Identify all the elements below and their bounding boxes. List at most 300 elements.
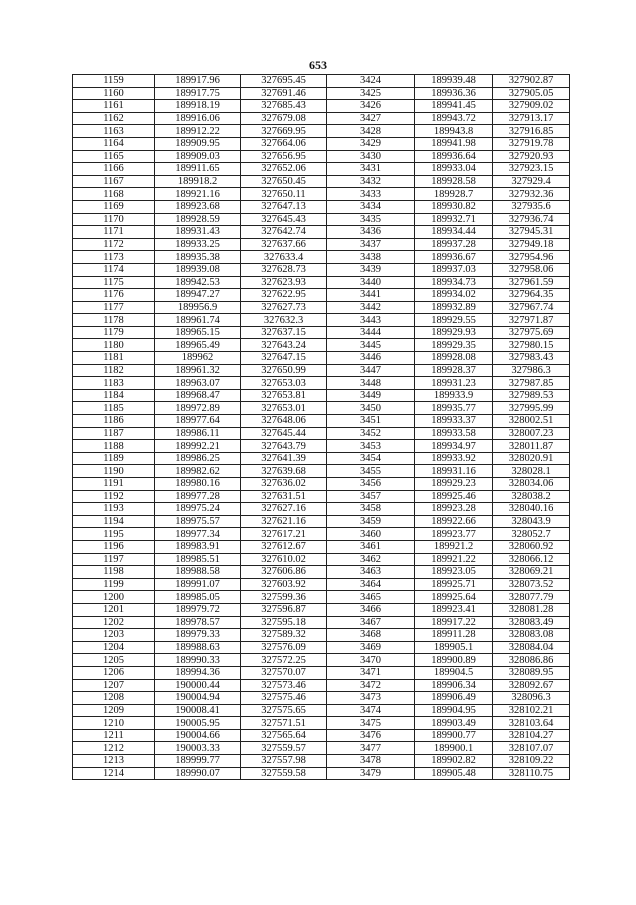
table-row — [73, 251, 570, 264]
y-coordinate-right-cell: 328083.49 — [493, 616, 570, 629]
point-number-left-cell: 1198 — [73, 566, 155, 579]
point-number-left-cell: 1210 — [73, 717, 155, 730]
x-coordinate-right-cell: 189923.28 — [415, 503, 493, 516]
x-coordinate-right-cell: 189931.23 — [415, 377, 493, 390]
x-coordinate-left-cell: 189933.25 — [155, 238, 241, 251]
table-row — [73, 125, 570, 138]
point-number-left-cell: 1171 — [73, 226, 155, 239]
x-coordinate-left-cell: 189956.9 — [155, 301, 241, 314]
y-coordinate-right-cell: 328069.21 — [493, 566, 570, 579]
y-coordinate-right-cell: 328089.95 — [493, 666, 570, 679]
point-number-right-cell: 3457 — [327, 490, 415, 503]
y-coordinate-left-cell: 327557.98 — [241, 755, 327, 768]
x-coordinate-left-cell: 189999.77 — [155, 755, 241, 768]
x-coordinate-left-cell: 189977.34 — [155, 528, 241, 541]
table-row — [73, 755, 570, 768]
table-row — [73, 276, 570, 289]
page-number: 653 — [309, 58, 327, 72]
y-coordinate-right-cell: 327916.85 — [493, 125, 570, 138]
y-coordinate-right-cell: 327919.78 — [493, 137, 570, 150]
x-coordinate-left-cell: 189947.27 — [155, 289, 241, 302]
table-row — [73, 490, 570, 503]
point-number-left-cell: 1162 — [73, 112, 155, 125]
y-coordinate-left-cell: 327653.01 — [241, 402, 327, 415]
y-coordinate-right-cell: 327983.43 — [493, 352, 570, 365]
point-number-right-cell: 3469 — [327, 641, 415, 654]
x-coordinate-right-cell: 189904.95 — [415, 704, 493, 717]
y-coordinate-left-cell: 327653.81 — [241, 389, 327, 402]
point-number-left-cell: 1180 — [73, 339, 155, 352]
x-coordinate-right-cell: 189930.82 — [415, 200, 493, 213]
y-coordinate-right-cell: 327920.93 — [493, 150, 570, 163]
y-coordinate-right-cell: 328110.75 — [493, 767, 570, 780]
y-coordinate-left-cell: 327565.64 — [241, 729, 327, 742]
y-coordinate-right-cell: 327923.15 — [493, 163, 570, 176]
x-coordinate-left-cell: 189921.16 — [155, 188, 241, 201]
point-number-left-cell: 1188 — [73, 440, 155, 453]
x-coordinate-right-cell: 189921.2 — [415, 540, 493, 553]
point-number-right-cell: 3479 — [327, 767, 415, 780]
point-number-left-cell: 1195 — [73, 528, 155, 541]
table-row — [73, 729, 570, 742]
y-coordinate-left-cell: 327559.57 — [241, 742, 327, 755]
y-coordinate-left-cell: 327627.73 — [241, 301, 327, 314]
x-coordinate-right-cell: 189933.37 — [415, 415, 493, 428]
table-row — [73, 75, 570, 88]
x-coordinate-left-cell: 189985.05 — [155, 591, 241, 604]
y-coordinate-left-cell: 327575.46 — [241, 692, 327, 705]
table-row — [73, 238, 570, 251]
point-number-left-cell: 1212 — [73, 742, 155, 755]
point-number-right-cell: 3442 — [327, 301, 415, 314]
y-coordinate-right-cell: 327905.05 — [493, 87, 570, 100]
y-coordinate-right-cell: 327909.02 — [493, 100, 570, 113]
x-coordinate-left-cell: 189979.72 — [155, 603, 241, 616]
y-coordinate-left-cell: 327650.99 — [241, 364, 327, 377]
point-number-right-cell: 3458 — [327, 503, 415, 516]
y-coordinate-left-cell: 327641.39 — [241, 452, 327, 465]
point-number-left-cell: 1187 — [73, 427, 155, 440]
y-coordinate-left-cell: 327650.11 — [241, 188, 327, 201]
table-row — [73, 591, 570, 604]
point-number-right-cell: 3452 — [327, 427, 415, 440]
y-coordinate-left-cell: 327603.92 — [241, 578, 327, 591]
y-coordinate-left-cell: 327589.32 — [241, 629, 327, 642]
point-number-left-cell: 1201 — [73, 603, 155, 616]
point-number-right-cell: 3462 — [327, 553, 415, 566]
table-row — [73, 339, 570, 352]
table-row — [73, 603, 570, 616]
y-coordinate-right-cell: 328066.12 — [493, 553, 570, 566]
x-coordinate-right-cell: 189928.58 — [415, 175, 493, 188]
point-number-left-cell: 1166 — [73, 163, 155, 176]
coordinates-table — [72, 74, 570, 780]
table-row — [73, 427, 570, 440]
table-row — [73, 112, 570, 125]
x-coordinate-left-cell: 189942.53 — [155, 276, 241, 289]
point-number-right-cell: 3463 — [327, 566, 415, 579]
x-coordinate-left-cell: 190004.66 — [155, 729, 241, 742]
point-number-left-cell: 1190 — [73, 465, 155, 478]
table-row — [73, 692, 570, 705]
y-coordinate-right-cell: 327932.36 — [493, 188, 570, 201]
point-number-left-cell: 1186 — [73, 415, 155, 428]
point-number-left-cell: 1177 — [73, 301, 155, 314]
x-coordinate-left-cell: 189985.51 — [155, 553, 241, 566]
table-row — [73, 465, 570, 478]
point-number-right-cell: 3460 — [327, 528, 415, 541]
point-number-right-cell: 3478 — [327, 755, 415, 768]
x-coordinate-left-cell: 189992.21 — [155, 440, 241, 453]
x-coordinate-right-cell: 189939.48 — [415, 75, 493, 88]
y-coordinate-right-cell: 328043.9 — [493, 515, 570, 528]
point-number-left-cell: 1207 — [73, 679, 155, 692]
table-row — [73, 478, 570, 491]
y-coordinate-left-cell: 327643.24 — [241, 339, 327, 352]
y-coordinate-left-cell: 327636.02 — [241, 478, 327, 491]
table-row — [73, 452, 570, 465]
point-number-left-cell: 1182 — [73, 364, 155, 377]
y-coordinate-right-cell: 327902.87 — [493, 75, 570, 88]
y-coordinate-left-cell: 327648.06 — [241, 415, 327, 428]
point-number-right-cell: 3447 — [327, 364, 415, 377]
y-coordinate-right-cell: 328092.67 — [493, 679, 570, 692]
table-row — [73, 566, 570, 579]
point-number-left-cell: 1174 — [73, 263, 155, 276]
y-coordinate-right-cell: 328083.08 — [493, 629, 570, 642]
table-row — [73, 163, 570, 176]
x-coordinate-left-cell: 190000.44 — [155, 679, 241, 692]
x-coordinate-right-cell: 189925.71 — [415, 578, 493, 591]
table-row — [73, 578, 570, 591]
point-number-right-cell: 3433 — [327, 188, 415, 201]
point-number-left-cell: 1165 — [73, 150, 155, 163]
x-coordinate-right-cell: 189936.64 — [415, 150, 493, 163]
x-coordinate-right-cell: 189937.28 — [415, 238, 493, 251]
point-number-left-cell: 1169 — [73, 200, 155, 213]
y-coordinate-left-cell: 327656.95 — [241, 150, 327, 163]
x-coordinate-left-cell: 190004.94 — [155, 692, 241, 705]
x-coordinate-right-cell: 189923.77 — [415, 528, 493, 541]
point-number-right-cell: 3430 — [327, 150, 415, 163]
y-coordinate-right-cell: 328038.2 — [493, 490, 570, 503]
x-coordinate-right-cell: 189934.97 — [415, 440, 493, 453]
x-coordinate-right-cell: 189902.82 — [415, 755, 493, 768]
x-coordinate-right-cell: 189933.04 — [415, 163, 493, 176]
x-coordinate-left-cell: 189961.74 — [155, 314, 241, 327]
y-coordinate-right-cell: 328034.06 — [493, 478, 570, 491]
y-coordinate-left-cell: 327645.43 — [241, 213, 327, 226]
y-coordinate-right-cell: 328081.28 — [493, 603, 570, 616]
point-number-right-cell: 3477 — [327, 742, 415, 755]
point-number-right-cell: 3456 — [327, 478, 415, 491]
x-coordinate-left-cell: 190005.95 — [155, 717, 241, 730]
table-row — [73, 440, 570, 453]
table-row — [73, 226, 570, 239]
y-coordinate-right-cell: 328109.22 — [493, 755, 570, 768]
y-coordinate-left-cell: 327639.68 — [241, 465, 327, 478]
y-coordinate-left-cell: 327653.03 — [241, 377, 327, 390]
y-coordinate-left-cell: 327572.25 — [241, 654, 327, 667]
x-coordinate-left-cell: 189975.24 — [155, 503, 241, 516]
point-number-right-cell: 3461 — [327, 540, 415, 553]
y-coordinate-right-cell: 328028.1 — [493, 465, 570, 478]
y-coordinate-right-cell: 327949.18 — [493, 238, 570, 251]
x-coordinate-right-cell: 189931.16 — [415, 465, 493, 478]
x-coordinate-right-cell: 189923.41 — [415, 603, 493, 616]
x-coordinate-right-cell: 189932.89 — [415, 301, 493, 314]
y-coordinate-right-cell: 328060.92 — [493, 540, 570, 553]
x-coordinate-right-cell: 189934.73 — [415, 276, 493, 289]
y-coordinate-left-cell: 327623.93 — [241, 276, 327, 289]
y-coordinate-right-cell: 328104.27 — [493, 729, 570, 742]
table-row — [73, 641, 570, 654]
y-coordinate-left-cell: 327610.02 — [241, 553, 327, 566]
y-coordinate-left-cell: 327643.79 — [241, 440, 327, 453]
point-number-right-cell: 3436 — [327, 226, 415, 239]
table-row — [73, 717, 570, 730]
y-coordinate-left-cell: 327612.67 — [241, 540, 327, 553]
point-number-left-cell: 1202 — [73, 616, 155, 629]
x-coordinate-left-cell: 189977.64 — [155, 415, 241, 428]
point-number-right-cell: 3464 — [327, 578, 415, 591]
y-coordinate-left-cell: 327576.09 — [241, 641, 327, 654]
point-number-right-cell: 3441 — [327, 289, 415, 302]
point-number-left-cell: 1192 — [73, 490, 155, 503]
x-coordinate-right-cell: 189928.7 — [415, 188, 493, 201]
x-coordinate-right-cell: 189929.93 — [415, 326, 493, 339]
table-row — [73, 213, 570, 226]
point-number-right-cell: 3440 — [327, 276, 415, 289]
y-coordinate-left-cell: 327645.44 — [241, 427, 327, 440]
point-number-left-cell: 1191 — [73, 478, 155, 491]
x-coordinate-left-cell: 190008.41 — [155, 704, 241, 717]
x-coordinate-right-cell: 189934.44 — [415, 226, 493, 239]
y-coordinate-left-cell: 327691.46 — [241, 87, 327, 100]
x-coordinate-left-cell: 189988.58 — [155, 566, 241, 579]
y-coordinate-left-cell: 327559.58 — [241, 767, 327, 780]
x-coordinate-left-cell: 189909.03 — [155, 150, 241, 163]
table-row — [73, 289, 570, 302]
y-coordinate-right-cell: 327961.59 — [493, 276, 570, 289]
y-coordinate-right-cell: 327980.15 — [493, 339, 570, 352]
y-coordinate-right-cell: 328040.16 — [493, 503, 570, 516]
y-coordinate-right-cell: 328096.3 — [493, 692, 570, 705]
point-number-right-cell: 3472 — [327, 679, 415, 692]
y-coordinate-right-cell: 328077.79 — [493, 591, 570, 604]
y-coordinate-right-cell: 328073.52 — [493, 578, 570, 591]
point-number-right-cell: 3466 — [327, 603, 415, 616]
y-coordinate-left-cell: 327599.36 — [241, 591, 327, 604]
y-coordinate-left-cell: 327571.51 — [241, 717, 327, 730]
table-row — [73, 402, 570, 415]
table-row — [73, 137, 570, 150]
x-coordinate-right-cell: 189904.5 — [415, 666, 493, 679]
x-coordinate-left-cell: 189988.63 — [155, 641, 241, 654]
x-coordinate-left-cell: 189911.65 — [155, 163, 241, 176]
point-number-right-cell: 3434 — [327, 200, 415, 213]
table-row — [73, 767, 570, 780]
point-number-left-cell: 1161 — [73, 100, 155, 113]
y-coordinate-right-cell: 328084.04 — [493, 641, 570, 654]
point-number-left-cell: 1203 — [73, 629, 155, 642]
point-number-right-cell: 3444 — [327, 326, 415, 339]
table-row — [73, 352, 570, 365]
point-number-left-cell: 1167 — [73, 175, 155, 188]
y-coordinate-left-cell: 327637.66 — [241, 238, 327, 251]
point-number-left-cell: 1163 — [73, 125, 155, 138]
table-row — [73, 314, 570, 327]
x-coordinate-left-cell: 189978.57 — [155, 616, 241, 629]
table-row — [73, 553, 570, 566]
x-coordinate-right-cell: 189936.36 — [415, 87, 493, 100]
x-coordinate-left-cell: 189994.36 — [155, 666, 241, 679]
y-coordinate-left-cell: 327650.45 — [241, 175, 327, 188]
table-row — [73, 150, 570, 163]
y-coordinate-left-cell: 327627.16 — [241, 503, 327, 516]
point-number-left-cell: 1183 — [73, 377, 155, 390]
point-number-left-cell: 1181 — [73, 352, 155, 365]
y-coordinate-right-cell: 328002.51 — [493, 415, 570, 428]
x-coordinate-right-cell: 189934.02 — [415, 289, 493, 302]
x-coordinate-left-cell: 189982.62 — [155, 465, 241, 478]
y-coordinate-right-cell: 327958.06 — [493, 263, 570, 276]
x-coordinate-right-cell: 189900.77 — [415, 729, 493, 742]
x-coordinate-right-cell: 189933.9 — [415, 389, 493, 402]
y-coordinate-right-cell: 327929.4 — [493, 175, 570, 188]
point-number-left-cell: 1211 — [73, 729, 155, 742]
y-coordinate-right-cell: 327935.6 — [493, 200, 570, 213]
x-coordinate-left-cell: 189963.07 — [155, 377, 241, 390]
point-number-left-cell: 1185 — [73, 402, 155, 415]
y-coordinate-left-cell: 327647.15 — [241, 352, 327, 365]
point-number-right-cell: 3453 — [327, 440, 415, 453]
point-number-left-cell: 1189 — [73, 452, 155, 465]
x-coordinate-right-cell: 189935.77 — [415, 402, 493, 415]
point-number-right-cell: 3448 — [327, 377, 415, 390]
y-coordinate-left-cell: 327622.95 — [241, 289, 327, 302]
point-number-left-cell: 1160 — [73, 87, 155, 100]
x-coordinate-left-cell: 189935.38 — [155, 251, 241, 264]
y-coordinate-left-cell: 327628.73 — [241, 263, 327, 276]
x-coordinate-left-cell: 189962 — [155, 352, 241, 365]
y-coordinate-right-cell: 328086.86 — [493, 654, 570, 667]
point-number-right-cell: 3473 — [327, 692, 415, 705]
x-coordinate-left-cell: 189916.06 — [155, 112, 241, 125]
point-number-left-cell: 1208 — [73, 692, 155, 705]
x-coordinate-left-cell: 189975.57 — [155, 515, 241, 528]
y-coordinate-left-cell: 327595.18 — [241, 616, 327, 629]
x-coordinate-left-cell: 189990.33 — [155, 654, 241, 667]
y-coordinate-left-cell: 327664.06 — [241, 137, 327, 150]
y-coordinate-right-cell: 328007.23 — [493, 427, 570, 440]
x-coordinate-left-cell: 189939.08 — [155, 263, 241, 276]
x-coordinate-right-cell: 189917.22 — [415, 616, 493, 629]
table-row — [73, 415, 570, 428]
y-coordinate-left-cell: 327606.86 — [241, 566, 327, 579]
point-number-right-cell: 3474 — [327, 704, 415, 717]
y-coordinate-left-cell: 327617.21 — [241, 528, 327, 541]
x-coordinate-left-cell: 189965.49 — [155, 339, 241, 352]
table-row — [73, 616, 570, 629]
x-coordinate-right-cell: 189941.98 — [415, 137, 493, 150]
x-coordinate-right-cell: 189932.71 — [415, 213, 493, 226]
point-number-left-cell: 1199 — [73, 578, 155, 591]
point-number-left-cell: 1184 — [73, 389, 155, 402]
y-coordinate-right-cell: 327954.96 — [493, 251, 570, 264]
point-number-left-cell: 1204 — [73, 641, 155, 654]
x-coordinate-right-cell: 189903.49 — [415, 717, 493, 730]
table-row — [73, 654, 570, 667]
x-coordinate-right-cell: 189929.23 — [415, 478, 493, 491]
table-row — [73, 528, 570, 541]
x-coordinate-right-cell: 189922.66 — [415, 515, 493, 528]
x-coordinate-left-cell: 189980.16 — [155, 478, 241, 491]
point-number-right-cell: 3424 — [327, 75, 415, 88]
y-coordinate-left-cell: 327647.13 — [241, 200, 327, 213]
point-number-left-cell: 1209 — [73, 704, 155, 717]
point-number-right-cell: 3443 — [327, 314, 415, 327]
point-number-left-cell: 1168 — [73, 188, 155, 201]
table-row — [73, 515, 570, 528]
table-row — [73, 666, 570, 679]
x-coordinate-left-cell: 189961.32 — [155, 364, 241, 377]
point-number-right-cell: 3428 — [327, 125, 415, 138]
table-row — [73, 301, 570, 314]
y-coordinate-right-cell: 328103.64 — [493, 717, 570, 730]
y-coordinate-left-cell: 327695.45 — [241, 75, 327, 88]
y-coordinate-right-cell: 327913.17 — [493, 112, 570, 125]
point-number-left-cell: 1206 — [73, 666, 155, 679]
point-number-right-cell: 3470 — [327, 654, 415, 667]
y-coordinate-right-cell: 327967.74 — [493, 301, 570, 314]
point-number-right-cell: 3425 — [327, 87, 415, 100]
y-coordinate-right-cell: 327971.87 — [493, 314, 570, 327]
point-number-right-cell: 3449 — [327, 389, 415, 402]
table-row — [73, 175, 570, 188]
table-row — [73, 679, 570, 692]
point-number-right-cell: 3426 — [327, 100, 415, 113]
point-number-left-cell: 1178 — [73, 314, 155, 327]
coordinates-table-body — [73, 75, 570, 780]
x-coordinate-left-cell: 189990.07 — [155, 767, 241, 780]
y-coordinate-left-cell: 327679.08 — [241, 112, 327, 125]
point-number-right-cell: 3454 — [327, 452, 415, 465]
point-number-right-cell: 3468 — [327, 629, 415, 642]
y-coordinate-left-cell: 327632.3 — [241, 314, 327, 327]
x-coordinate-right-cell: 189906.49 — [415, 692, 493, 705]
point-number-left-cell: 1172 — [73, 238, 155, 251]
point-number-right-cell: 3446 — [327, 352, 415, 365]
point-number-right-cell: 3432 — [327, 175, 415, 188]
y-coordinate-left-cell: 327570.07 — [241, 666, 327, 679]
y-coordinate-left-cell: 327685.43 — [241, 100, 327, 113]
x-coordinate-right-cell: 189929.35 — [415, 339, 493, 352]
point-number-left-cell: 1200 — [73, 591, 155, 604]
point-number-left-cell: 1179 — [73, 326, 155, 339]
point-number-right-cell: 3439 — [327, 263, 415, 276]
point-number-left-cell: 1213 — [73, 755, 155, 768]
x-coordinate-left-cell: 189979.33 — [155, 629, 241, 642]
y-coordinate-right-cell: 327945.31 — [493, 226, 570, 239]
x-coordinate-right-cell: 189925.64 — [415, 591, 493, 604]
y-coordinate-left-cell: 327596.87 — [241, 603, 327, 616]
table-row — [73, 742, 570, 755]
point-number-left-cell: 1214 — [73, 767, 155, 780]
point-number-left-cell: 1159 — [73, 75, 155, 88]
table-row — [73, 540, 570, 553]
y-coordinate-right-cell: 328107.07 — [493, 742, 570, 755]
